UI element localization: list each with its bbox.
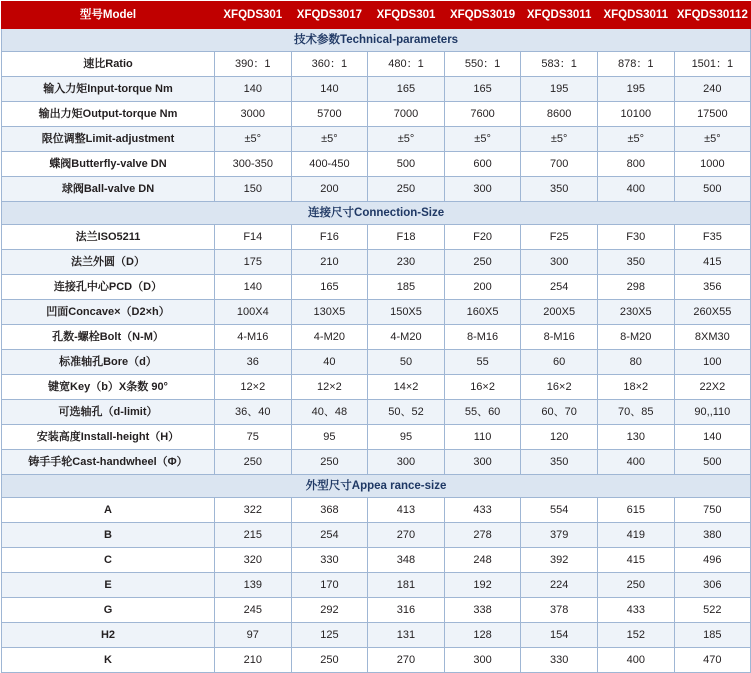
- row-value: 80: [597, 350, 674, 375]
- table-row: [2, 275, 751, 300]
- row-label: 输出力矩Output-torque Nm: [2, 102, 215, 127]
- row-value: 12×2: [215, 375, 292, 400]
- row-value: ±5°: [674, 127, 751, 152]
- row-value: 130X5: [291, 300, 368, 325]
- table-row: [2, 300, 751, 325]
- row-value: 230X5: [597, 300, 674, 325]
- row-value: 250: [368, 177, 445, 202]
- row-value: 100X4: [215, 300, 292, 325]
- row-value: 210: [291, 250, 368, 275]
- row-value: 350: [597, 250, 674, 275]
- row-label: C: [2, 548, 215, 573]
- table-row: [2, 250, 751, 275]
- row-value: 600: [444, 152, 521, 177]
- row-value: 470: [674, 648, 751, 673]
- table-row: [2, 325, 751, 350]
- row-value: 390：1: [215, 52, 292, 77]
- row-label: 安装高度Install-height（H）: [2, 425, 215, 450]
- row-value: 433: [597, 598, 674, 623]
- row-value: 419: [597, 523, 674, 548]
- row-value: F20: [444, 225, 521, 250]
- row-value: 165: [444, 77, 521, 102]
- row-value: 50、52: [368, 400, 445, 425]
- row-value: 130: [597, 425, 674, 450]
- row-value: 480：1: [368, 52, 445, 77]
- row-value: 70、85: [597, 400, 674, 425]
- row-value: 90,,110: [674, 400, 751, 425]
- row-value: ±5°: [291, 127, 368, 152]
- row-value: ±5°: [368, 127, 445, 152]
- row-value: 36: [215, 350, 292, 375]
- row-label: 法兰ISO5211: [2, 225, 215, 250]
- row-value: 120: [521, 425, 598, 450]
- row-value: 360：1: [291, 52, 368, 77]
- row-label: H2: [2, 623, 215, 648]
- row-value: F30: [597, 225, 674, 250]
- row-value: 433: [444, 498, 521, 523]
- row-value: 250: [444, 250, 521, 275]
- row-value: 379: [521, 523, 598, 548]
- row-value: 40: [291, 350, 368, 375]
- row-value: 200: [291, 177, 368, 202]
- row-value: 330: [521, 648, 598, 673]
- row-value: 100: [674, 350, 751, 375]
- row-value: 16×2: [521, 375, 598, 400]
- row-value: 300: [368, 450, 445, 475]
- row-value: 350: [521, 177, 598, 202]
- row-value: 200: [444, 275, 521, 300]
- section-banner-row: [2, 29, 751, 52]
- table-row: [2, 152, 751, 177]
- row-label: 限位调整Limit-adjustment: [2, 127, 215, 152]
- row-value: 40、48: [291, 400, 368, 425]
- header-model-cell: XFQDS3011: [521, 2, 598, 29]
- section-banner-row: [2, 475, 751, 498]
- row-value: 95: [368, 425, 445, 450]
- row-value: 165: [368, 77, 445, 102]
- row-value: 550：1: [444, 52, 521, 77]
- row-value: 380: [674, 523, 751, 548]
- table-row: [2, 102, 751, 127]
- row-value: 415: [597, 548, 674, 573]
- row-value: 224: [521, 573, 598, 598]
- row-value: 110: [444, 425, 521, 450]
- row-value: 181: [368, 573, 445, 598]
- row-value: 270: [368, 523, 445, 548]
- section-title: 连接尺寸Connection-Size: [2, 202, 751, 225]
- row-value: ±5°: [521, 127, 598, 152]
- table-row: [2, 623, 751, 648]
- table-row: [2, 400, 751, 425]
- row-value: 392: [521, 548, 598, 573]
- row-value: 300: [521, 250, 598, 275]
- row-value: 750: [674, 498, 751, 523]
- row-value: 95: [291, 425, 368, 450]
- header-model-cell: XFQDS3011: [597, 2, 674, 29]
- row-label: 法兰外圆（D）: [2, 250, 215, 275]
- row-value: 55: [444, 350, 521, 375]
- table-row: [2, 548, 751, 573]
- row-value: 800: [597, 152, 674, 177]
- row-value: 22X2: [674, 375, 751, 400]
- row-value: 415: [674, 250, 751, 275]
- row-value: 12×2: [291, 375, 368, 400]
- row-value: 522: [674, 598, 751, 623]
- row-label: 速比Ratio: [2, 52, 215, 77]
- header-model-cell: XFQDS301: [215, 2, 292, 29]
- row-value: 878：1: [597, 52, 674, 77]
- row-label: 输入力矩Input-torque Nm: [2, 77, 215, 102]
- table-row: [2, 498, 751, 523]
- header-model-cell: XFQDS30112: [674, 2, 751, 29]
- row-value: 368: [291, 498, 368, 523]
- row-value: 250: [291, 648, 368, 673]
- row-value: 356: [674, 275, 751, 300]
- row-value: 60: [521, 350, 598, 375]
- row-value: 139: [215, 573, 292, 598]
- row-value: 254: [521, 275, 598, 300]
- table-row: [2, 648, 751, 673]
- row-value: 50: [368, 350, 445, 375]
- table-row: [2, 77, 751, 102]
- row-value: 16×2: [444, 375, 521, 400]
- row-value: 7600: [444, 102, 521, 127]
- row-value: 55、60: [444, 400, 521, 425]
- row-value: 245: [215, 598, 292, 623]
- row-value: 75: [215, 425, 292, 450]
- row-value: F16: [291, 225, 368, 250]
- section-title: 外型尺寸Appea rance-size: [2, 475, 751, 498]
- row-label: E: [2, 573, 215, 598]
- row-value: 400: [597, 450, 674, 475]
- row-value: 306: [674, 573, 751, 598]
- row-value: 8600: [521, 102, 598, 127]
- row-value: 60、70: [521, 400, 598, 425]
- table-row: [2, 523, 751, 548]
- row-value: 496: [674, 548, 751, 573]
- specification-table: [1, 1, 751, 673]
- row-value: 338: [444, 598, 521, 623]
- row-value: 140: [215, 77, 292, 102]
- row-value: 378: [521, 598, 598, 623]
- row-value: 8-M16: [444, 325, 521, 350]
- row-value: 400-450: [291, 152, 368, 177]
- row-value: 230: [368, 250, 445, 275]
- row-value: F35: [674, 225, 751, 250]
- row-value: 7000: [368, 102, 445, 127]
- table-row: [2, 598, 751, 623]
- row-value: F14: [215, 225, 292, 250]
- row-value: 250: [215, 450, 292, 475]
- row-value: 500: [674, 450, 751, 475]
- row-value: 240: [674, 77, 751, 102]
- row-value: 292: [291, 598, 368, 623]
- row-value: 316: [368, 598, 445, 623]
- row-value: 97: [215, 623, 292, 648]
- row-value: 260X55: [674, 300, 751, 325]
- row-value: 185: [674, 623, 751, 648]
- row-value: 298: [597, 275, 674, 300]
- row-value: 3000: [215, 102, 292, 127]
- table-row: [2, 350, 751, 375]
- row-value: 400: [597, 648, 674, 673]
- row-value: 154: [521, 623, 598, 648]
- row-label: 蝶阀Butterfly-valve DN: [2, 152, 215, 177]
- row-value: 4-M20: [368, 325, 445, 350]
- section-title: 技术参数Technical-parameters: [2, 29, 751, 52]
- row-value: 215: [215, 523, 292, 548]
- row-value: 322: [215, 498, 292, 523]
- row-label: 孔数-螺栓Bolt（N-M）: [2, 325, 215, 350]
- row-label: 键宽Key（b）X条数 90°: [2, 375, 215, 400]
- table-row: [2, 425, 751, 450]
- row-value: 128: [444, 623, 521, 648]
- row-value: 8-M20: [597, 325, 674, 350]
- table-row: [2, 52, 751, 77]
- row-value: 175: [215, 250, 292, 275]
- row-value: ±5°: [597, 127, 674, 152]
- row-value: 278: [444, 523, 521, 548]
- row-value: 300: [444, 450, 521, 475]
- row-value: 140: [215, 275, 292, 300]
- row-value: 500: [674, 177, 751, 202]
- row-value: 400: [597, 177, 674, 202]
- row-value: 254: [291, 523, 368, 548]
- row-label: A: [2, 498, 215, 523]
- row-value: 250: [291, 450, 368, 475]
- row-value: 270: [368, 648, 445, 673]
- row-value: ±5°: [215, 127, 292, 152]
- section-banner-row: [2, 202, 751, 225]
- row-label: 可选轴孔（d-limit）: [2, 400, 215, 425]
- table-row: [2, 573, 751, 598]
- header-model-label: 型号Model: [2, 2, 215, 29]
- row-value: 348: [368, 548, 445, 573]
- table-row: [2, 375, 751, 400]
- row-value: 14×2: [368, 375, 445, 400]
- row-label: 连接孔中心PCD（D）: [2, 275, 215, 300]
- table-row: [2, 127, 751, 152]
- row-value: 170: [291, 573, 368, 598]
- row-value: 36、40: [215, 400, 292, 425]
- row-value: 248: [444, 548, 521, 573]
- header-model-cell: XFQDS3019: [444, 2, 521, 29]
- row-label: G: [2, 598, 215, 623]
- row-value: 413: [368, 498, 445, 523]
- header-model-cell: XFQDS301: [368, 2, 445, 29]
- row-value: 583：1: [521, 52, 598, 77]
- row-label: 铸手手轮Cast-handwheel（Φ）: [2, 450, 215, 475]
- row-value: 192: [444, 573, 521, 598]
- row-value: 125: [291, 623, 368, 648]
- table-row: [2, 225, 751, 250]
- row-value: 210: [215, 648, 292, 673]
- row-value: 200X5: [521, 300, 598, 325]
- row-value: 140: [674, 425, 751, 450]
- row-value: F18: [368, 225, 445, 250]
- row-value: 300: [444, 177, 521, 202]
- row-value: 152: [597, 623, 674, 648]
- row-value: 350: [521, 450, 598, 475]
- table-row: [2, 177, 751, 202]
- row-value: 140: [291, 77, 368, 102]
- row-value: 300-350: [215, 152, 292, 177]
- row-value: 4-M20: [291, 325, 368, 350]
- row-value: 554: [521, 498, 598, 523]
- row-value: 4-M16: [215, 325, 292, 350]
- row-value: 1000: [674, 152, 751, 177]
- row-value: 18×2: [597, 375, 674, 400]
- row-value: 615: [597, 498, 674, 523]
- row-value: 150: [215, 177, 292, 202]
- row-value: 195: [521, 77, 598, 102]
- row-label: 球阀Ball-valve DN: [2, 177, 215, 202]
- row-label: K: [2, 648, 215, 673]
- row-value: 8XM30: [674, 325, 751, 350]
- row-value: 500: [368, 152, 445, 177]
- header-model-cell: XFQDS3017: [291, 2, 368, 29]
- row-label: 标准轴孔Bore（d）: [2, 350, 215, 375]
- row-value: 165: [291, 275, 368, 300]
- row-label: B: [2, 523, 215, 548]
- row-value: 195: [597, 77, 674, 102]
- row-value: 10100: [597, 102, 674, 127]
- row-value: ±5°: [444, 127, 521, 152]
- row-value: 1501：1: [674, 52, 751, 77]
- row-value: 185: [368, 275, 445, 300]
- row-value: 150X5: [368, 300, 445, 325]
- row-value: 160X5: [444, 300, 521, 325]
- row-value: 17500: [674, 102, 751, 127]
- row-value: 300: [444, 648, 521, 673]
- row-label: 凹面Concave×（D2×h）: [2, 300, 215, 325]
- row-value: 8-M16: [521, 325, 598, 350]
- table-header-row: [2, 2, 751, 29]
- row-value: 131: [368, 623, 445, 648]
- row-value: 5700: [291, 102, 368, 127]
- table-row: [2, 450, 751, 475]
- row-value: 330: [291, 548, 368, 573]
- row-value: 250: [597, 573, 674, 598]
- row-value: 700: [521, 152, 598, 177]
- row-value: 320: [215, 548, 292, 573]
- row-value: F25: [521, 225, 598, 250]
